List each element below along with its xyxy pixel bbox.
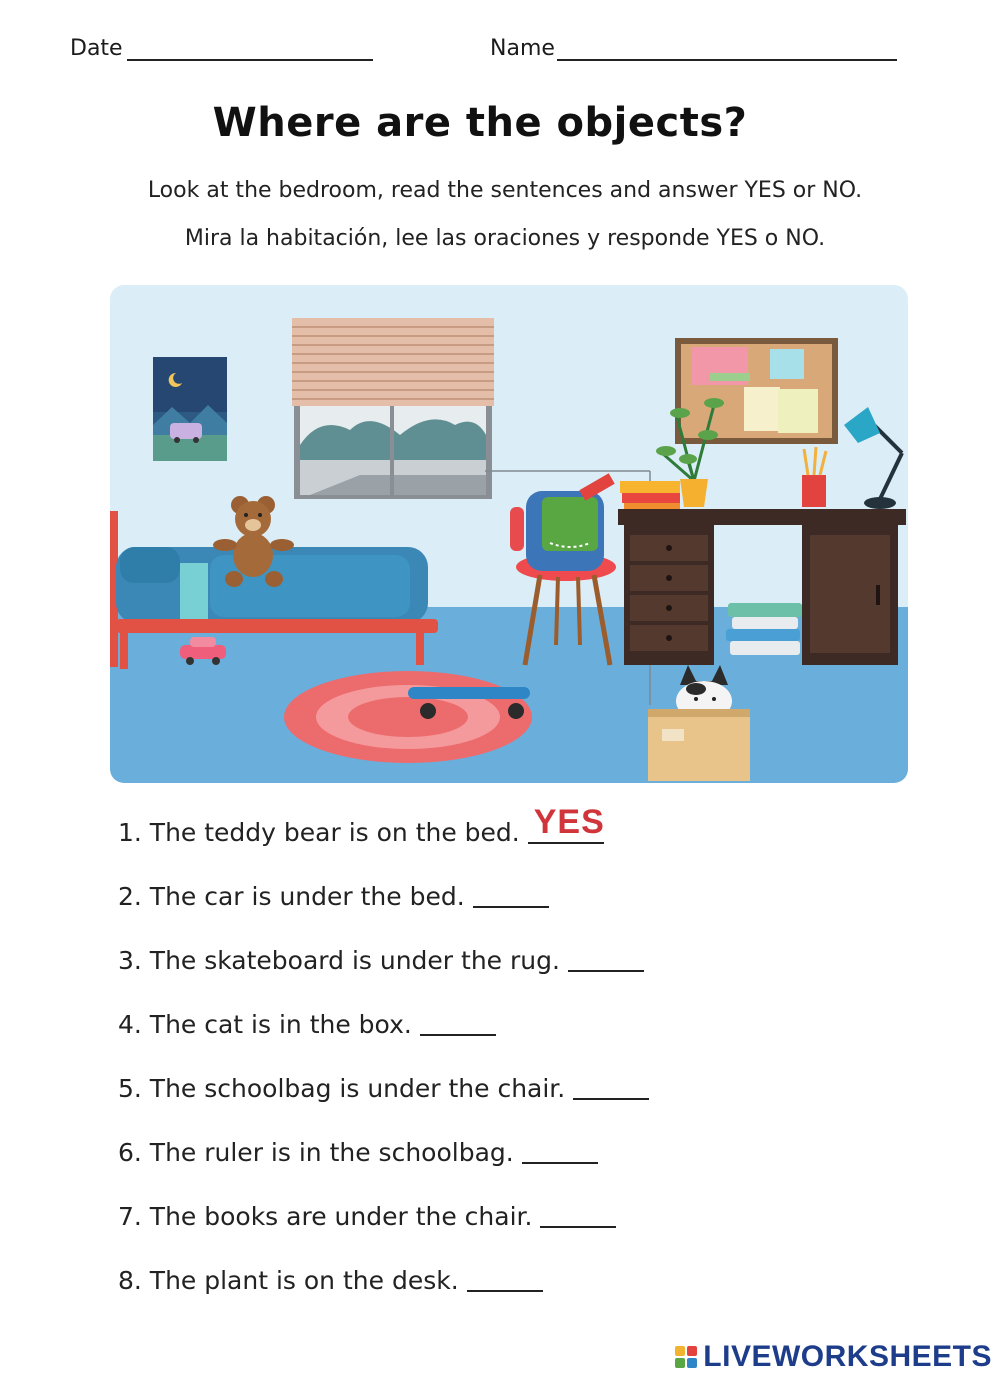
question-text: 8. The plant is on the desk. bbox=[118, 1265, 459, 1295]
question-4 bbox=[118, 992, 918, 1056]
question-text: 3. The skateboard is under the rug. bbox=[118, 945, 560, 975]
name-label: Name bbox=[490, 36, 555, 61]
name-line[interactable] bbox=[557, 39, 897, 61]
question-8 bbox=[118, 1248, 918, 1312]
instructions-spanish: Mira la habitación, lee las oraciones y responde YES o NO. bbox=[184, 226, 826, 251]
answer-blank[interactable] bbox=[573, 1076, 649, 1100]
date-line[interactable] bbox=[127, 39, 373, 61]
questions-list bbox=[118, 800, 918, 1312]
question-3 bbox=[118, 928, 918, 992]
liveworksheets-brand bbox=[675, 1340, 992, 1374]
answer-value: YES bbox=[533, 803, 605, 841]
question-1 bbox=[118, 800, 918, 864]
question-2 bbox=[118, 864, 918, 928]
name-field bbox=[490, 36, 897, 61]
question-text: 2. The car is under the bed. bbox=[118, 881, 465, 911]
desk-books bbox=[620, 481, 680, 509]
worksheet-title: Where are the objects? bbox=[212, 100, 748, 146]
question-text: 6. The ruler is in the schoolbag. bbox=[118, 1137, 514, 1167]
bedroom-illustration bbox=[110, 285, 908, 783]
answer-blank[interactable] bbox=[528, 803, 605, 844]
question-5 bbox=[118, 1056, 918, 1120]
answer-blank[interactable] bbox=[420, 1012, 496, 1036]
question-6 bbox=[118, 1120, 918, 1184]
rug bbox=[284, 671, 532, 763]
liveworksheets-logo-icon bbox=[675, 1346, 697, 1368]
corkboard bbox=[675, 338, 838, 444]
answer-blank[interactable] bbox=[473, 884, 549, 908]
night-picture bbox=[153, 357, 227, 461]
instructions-english: Look at the bedroom, read the sentences and answer YES or NO. bbox=[147, 178, 863, 203]
question-text: 1. The teddy bear is on the bed. bbox=[118, 817, 520, 847]
floor-books bbox=[726, 603, 802, 655]
question-text: 7. The books are under the chair. bbox=[118, 1201, 533, 1231]
answer-blank[interactable] bbox=[522, 1140, 598, 1164]
date-field bbox=[70, 36, 373, 61]
date-label: Date bbox=[70, 36, 123, 61]
question-text: 4. The cat is in the box. bbox=[118, 1009, 412, 1039]
answer-blank[interactable] bbox=[540, 1204, 616, 1228]
question-7 bbox=[118, 1184, 918, 1248]
answer-blank[interactable] bbox=[467, 1268, 543, 1292]
answer-blank[interactable] bbox=[568, 948, 644, 972]
question-text: 5. The schoolbag is under the chair. bbox=[118, 1073, 566, 1103]
brand-text: LIVEWORKSHEETS bbox=[703, 1340, 992, 1373]
